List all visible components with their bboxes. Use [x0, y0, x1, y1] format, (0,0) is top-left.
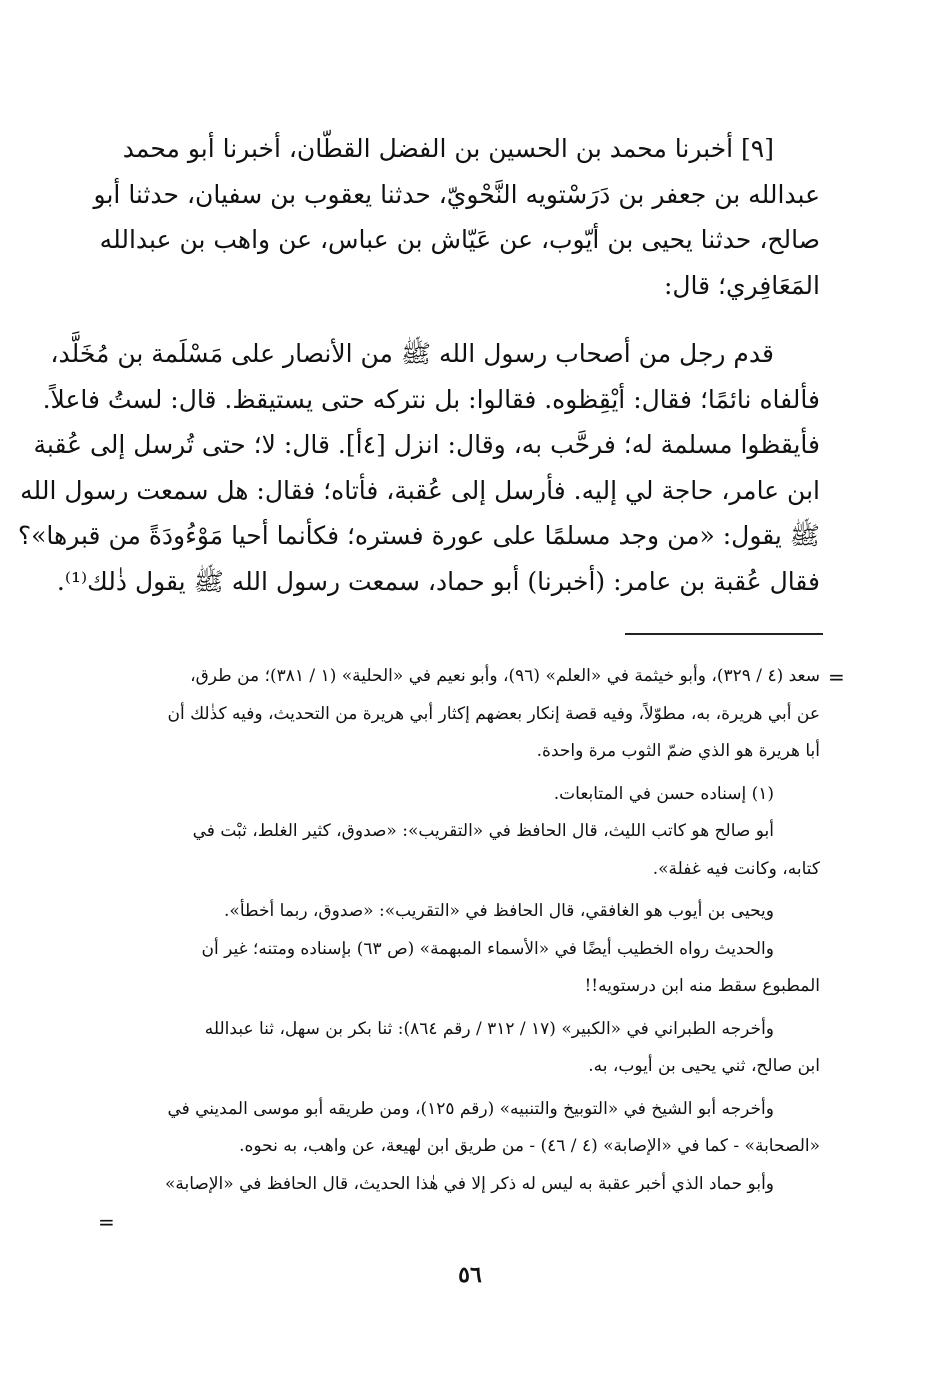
matn-line: ابن عامر، حاجة لي إليه. فأرسل إلى عُقبة، فأتاه؛ فقال: هل سمعت رسول الله [20, 475, 820, 505]
hadith-matn [17, 331, 820, 605]
isnad-line: المَعَافِري؛ قال: [663, 270, 820, 300]
footnote-separator [625, 633, 823, 635]
footnote-line: (١) إسناده حسن في المتابعات. [553, 783, 774, 804]
footnote-line: وأبو حماد الذي أخبر عقبة به ليس له ذكر إلا في هٰذا الحديث، قال الحافظ في «الإصابة» [164, 1173, 774, 1194]
matn-line: فقال عُقبة بن عامر: (أخبرنا) أبو حماد، سمعت رسول الله ﷺ يقول ذٰلك⁽¹⁾. [56, 566, 820, 596]
matn-line: فأيقظوا مسلمة له؛ فرحَّب به، وقال: انزل [٤أ]. قال: لا؛ حتى تُرسل إلى عُقبة [33, 430, 820, 460]
footnote-line: وأخرجه أبو الشيخ في «التوبيخ والتنبيه» (رقم ١٢٥)، ومن طريقه أبو موسى المديني في [167, 1098, 774, 1119]
hadith-isnad [93, 126, 820, 308]
footnotes [115, 658, 820, 1203]
isnad-line: عبدالله بن جعفر بن دَرَسْتويه النَّحْويّ، حدثنا يعقوب بن سفيان، حدثنا أبو [93, 179, 820, 209]
footnote-line: ابن صالح، ثني يحيى بن أيوب، به. [588, 1056, 820, 1076]
footnote-line: وأخرجه الطبراني في «الكبير» (١٧ / ٣١٢ / رقم ٨٦٤): ثنا بكر بن سهل، ثنا عبدالله [204, 1018, 774, 1039]
footnote-line: كتابه، وكانت فيه غفلة». [652, 858, 820, 879]
matn-line: ﷺ يقول: «من وجد مسلمًا على عورة فستره؛ فكأنما أحيا مَوْءُودَةً من قبرها»؟ [17, 521, 820, 551]
isnad-line: [٩] أخبرنا محمد بن الحسين بن الفضل القطّان، أخبرنا أبو محمد [122, 134, 774, 163]
matn-line: قدم رجل من أصحاب رسول الله ﷺ من الأنصار على مَسْلَمة بن مُخَلَّد، [50, 339, 774, 368]
page-number: ٥٦ [458, 1262, 482, 1288]
footnote-line: «الصحابة» - كما في «الإصابة» (٤ / ٤٦) - من طريق ابن لهيعة، عن واهب، به نحوه. [239, 1136, 820, 1156]
continuation-mark-top: = [828, 665, 845, 689]
footnote-line: أبا هريرة هو الذي ضمّ الثوب مرة واحدة. [536, 741, 820, 761]
footnote-line: سعد (٤ / ٣٢٩)، وأبو خيثمة في «العلم» (٩٦)، وأبو نعيم في «الحلية» (١ / ٣٨١)؛ من طرق، [190, 666, 820, 686]
footnote-line: عن أبي هريرة، به، مطوّلاً، وفيه قصة إنكار بعضهم إكثار أبي هريرة من التحديث، وفيه كذٰلك أن [167, 703, 820, 724]
footnote-line: ويحيى بن أيوب هو الغافقي، قال الحافظ في «التقريب»: «صدوق، ربما أخطأ». [224, 901, 774, 921]
isnad-line: صالح، حدثنا يحيى بن أيّوب، عن عَيّاش بن عباس، عن واهب بن عبدالله [99, 225, 820, 255]
continuation-mark-bottom: = [98, 1210, 115, 1234]
matn-line: فألفاه نائمًا؛ فقال: أيْقِظوه. فقالوا: بل نتركه حتى يستيقظ. قال: لستُ فاعلاً. [42, 384, 820, 414]
footnote-line: أبو صالح هو كاتب الليث، قال الحافظ في «التقريب»: «صدوق، كثير الغلط، ثبْت في [192, 821, 774, 841]
footnote-line: والحديث رواه الخطيب أيضًا في «الأسماء المبهمة» (ص ٦٣) بإسناده ومتنه؛ غير أن [201, 938, 774, 959]
footnote-line: المطبوع سقط منه ابن درستويه!! [584, 976, 820, 996]
